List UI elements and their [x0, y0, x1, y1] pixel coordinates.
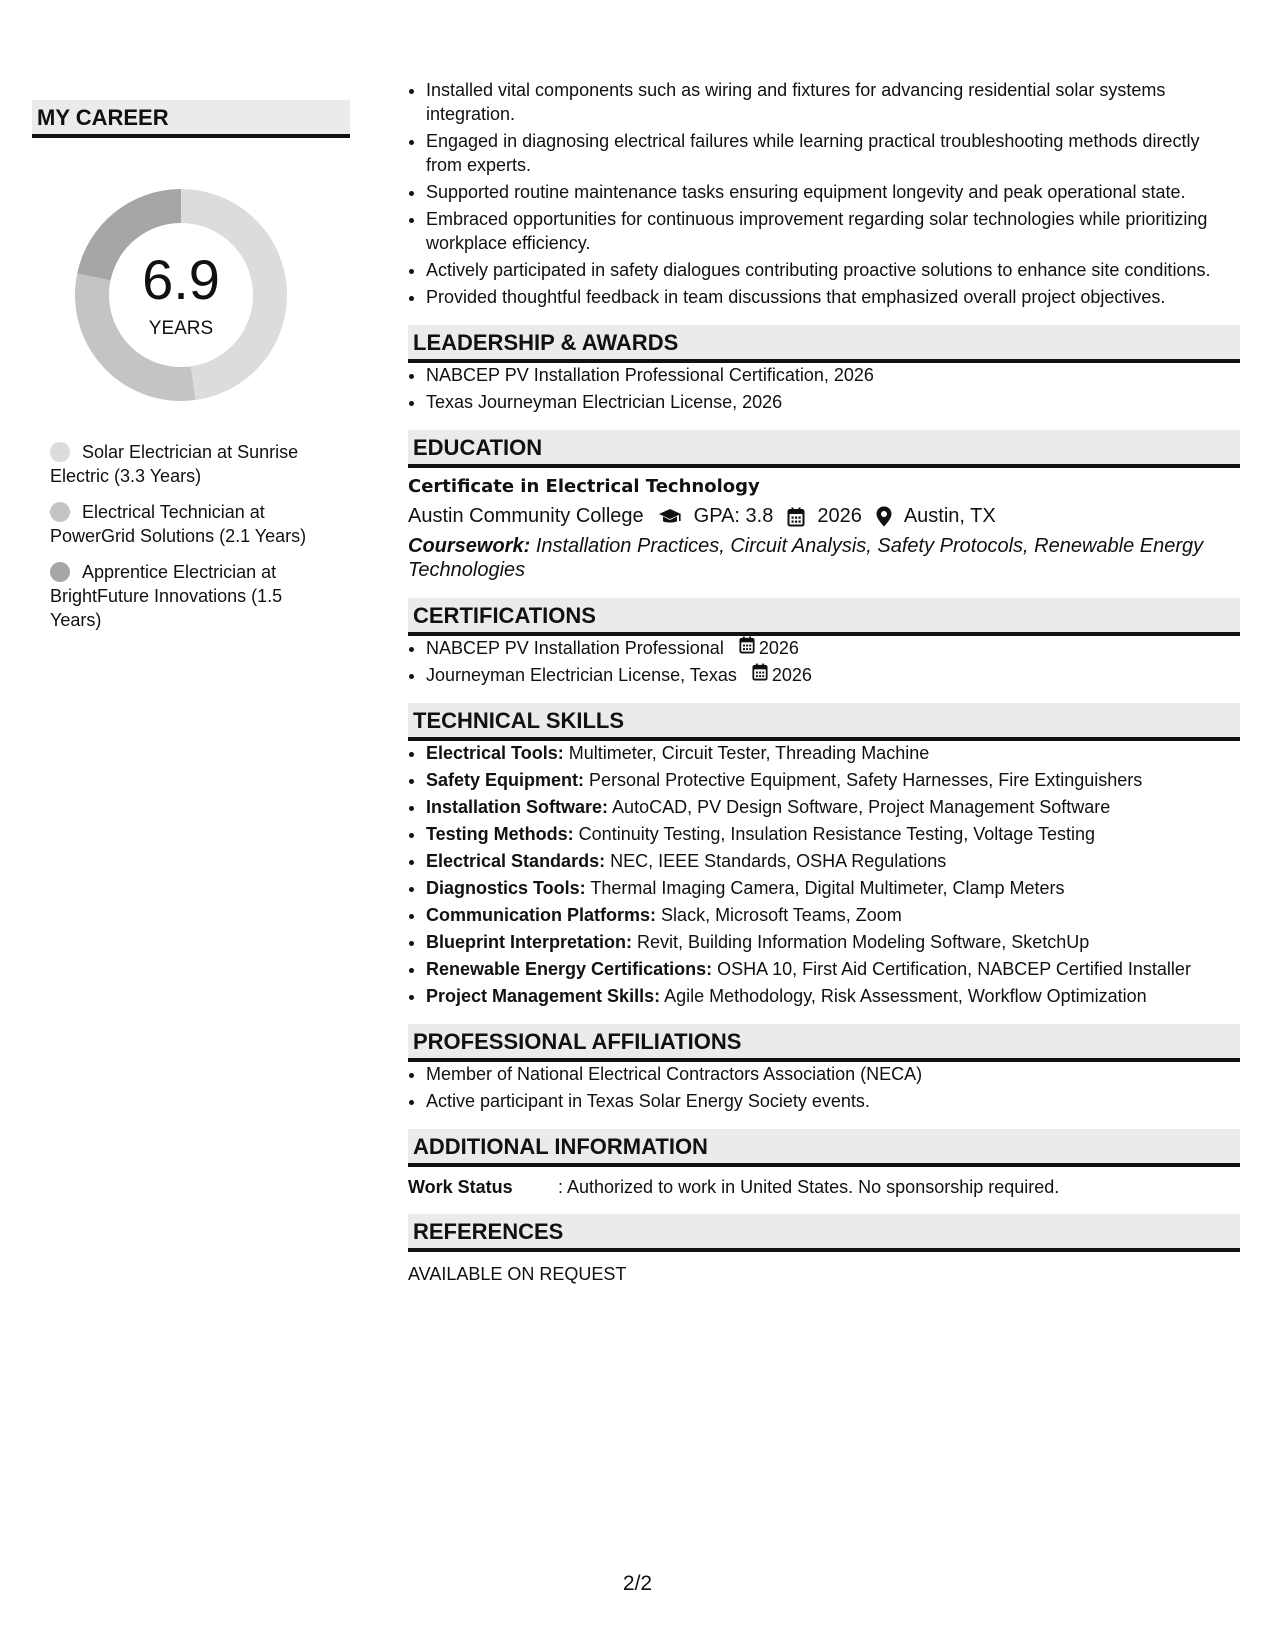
legend-label: Apprentice Electrician at BrightFuture Innovations (1.5 Years) — [50, 562, 283, 630]
skill-value: Agile Methodology, Risk Assessment, Workflow Optimization — [664, 986, 1147, 1006]
cert-name: Journeyman Electrician License, Texas — [426, 665, 737, 685]
calendar-icon — [739, 636, 759, 660]
skill-label: Blueprint Interpretation: — [426, 932, 632, 952]
legend-item — [50, 500, 330, 548]
experience-bullet-list — [408, 78, 1240, 309]
legend-label: Electrical Technician at PowerGrid Solutions (2.1 Years) — [50, 502, 307, 546]
career-sidebar — [32, 100, 350, 644]
work-status-row — [408, 1177, 1240, 1198]
skill-label: Project Management Skills: — [426, 986, 661, 1006]
list-item — [426, 957, 1240, 981]
references-text: AVAILABLE ON REQUEST — [408, 1264, 627, 1284]
skill-label: Communication Platforms: — [426, 905, 657, 925]
leadership-section — [408, 325, 1240, 414]
education-section — [408, 430, 1240, 582]
skill-value: AutoCAD, PV Design Software, Project Management Software — [612, 797, 1111, 817]
list-item: • Texas Journeyman Electrician License, 2026 — [426, 390, 1240, 414]
graduation-year: 2026 — [817, 505, 862, 527]
list-item: • Member of National Electrical Contractors Association (NECA) — [426, 1062, 1240, 1086]
list-item: • Installed vital components such as wiring and fixtures for advancing residential solar systems integration. — [426, 78, 1240, 126]
list-item — [426, 768, 1240, 792]
certifications-section — [408, 598, 1240, 687]
education-meta — [408, 505, 1240, 528]
legend-dot-icon — [50, 442, 70, 462]
skill-value: Revit, Building Information Modeling Software, SketchUp — [637, 932, 1090, 952]
list-item: • Provided thoughtful feedback in team discussions that emphasized overall project objectives. — [426, 285, 1240, 309]
graduation-cap-icon — [658, 508, 682, 526]
calendar-icon — [787, 507, 805, 527]
references-section — [408, 1214, 1240, 1285]
list-item — [426, 822, 1240, 846]
work-status-label: Work Status — [408, 1177, 513, 1197]
list-item — [426, 663, 1240, 687]
list-item: • NABCEP PV Installation Professional Certification, 2026 — [426, 363, 1240, 387]
list-item — [426, 741, 1240, 765]
list-item — [426, 849, 1240, 873]
skill-label: Electrical Standards: — [426, 851, 606, 871]
degree-title: Certificate in Electrical Technology — [408, 476, 760, 497]
skill-value: Slack, Microsoft Teams, Zoom — [661, 905, 902, 925]
list-item — [426, 903, 1240, 927]
page-number: 2/2 — [622, 1572, 653, 1595]
coursework-list: Installation Practices, Circuit Analysis, Safety Protocols, Renewable Energy Technologies — [408, 535, 1204, 581]
list-item: • Actively participated in safety dialogues contributing proactive solutions to enhance site conditions. — [426, 258, 1240, 282]
career-legend — [50, 440, 330, 632]
certifications-list — [408, 636, 1240, 687]
list-item — [426, 795, 1240, 819]
school-name: Austin Community College — [408, 505, 644, 527]
list-item — [426, 876, 1240, 900]
skill-value: Personal Protective Equipment, Safety Harnesses, Fire Extinguishers — [589, 770, 1143, 790]
main-content — [408, 78, 1240, 1285]
education-heading: EDUCATION — [408, 430, 1240, 468]
list-item — [426, 636, 1240, 660]
total-years-value: 6.9 — [142, 248, 220, 311]
skill-value: Continuity Testing, Insulation Resistance Testing, Voltage Testing — [578, 824, 1095, 844]
list-item: • Engaged in diagnosing electrical failures while learning practical troubleshooting methods directly from experts. — [426, 129, 1240, 177]
skill-label: Renewable Energy Certifications: — [426, 959, 713, 979]
coursework-label: Coursework: — [408, 535, 531, 557]
total-years-label: YEARS — [148, 318, 214, 339]
additional-info-heading: ADDITIONAL INFORMATION — [408, 1129, 1240, 1167]
references-heading: REFERENCES — [408, 1214, 1240, 1252]
legend-label: Solar Electrician at Sunrise Electric (3.3 Years) — [50, 442, 299, 486]
affiliations-section — [408, 1024, 1240, 1113]
leadership-heading: LEADERSHIP & AWARDS — [408, 325, 1240, 363]
legend-item — [50, 560, 330, 632]
cert-name: NABCEP PV Installation Professional — [426, 638, 724, 658]
skill-value: NEC, IEEE Standards, OSHA Regulations — [610, 851, 947, 871]
leadership-list — [408, 363, 1240, 414]
coursework — [408, 534, 1240, 582]
affiliations-list — [408, 1062, 1240, 1113]
work-status-value: : Authorized to work in United States. No sponsorship required. — [558, 1177, 1060, 1197]
skill-value: Thermal Imaging Camera, Digital Multimeter, Clamp Meters — [590, 878, 1065, 898]
school-location: Austin, TX — [903, 505, 996, 527]
skills-list — [408, 741, 1240, 1008]
affiliations-heading: PROFESSIONAL AFFILIATIONS — [408, 1024, 1240, 1062]
legend-dot-icon — [50, 562, 70, 582]
list-item: • Active participant in Texas Solar Energy Society events. — [426, 1089, 1240, 1113]
skill-label: Safety Equipment: — [426, 770, 585, 790]
cert-date: 2026 — [758, 638, 799, 658]
skills-section — [408, 703, 1240, 1008]
skill-value: Multimeter, Circuit Tester, Threading Machine — [568, 743, 930, 763]
list-item: • Embraced opportunities for continuous improvement regarding solar technologies while prioritizing workplace efficiency. — [426, 207, 1240, 255]
skills-heading: TECHNICAL SKILLS — [408, 703, 1240, 741]
gpa-value: GPA: 3.8 — [693, 505, 774, 527]
skill-label: Electrical Tools: — [426, 743, 564, 763]
skill-label: Testing Methods: — [426, 824, 574, 844]
list-item — [426, 984, 1240, 1008]
skill-label: Installation Software: — [426, 797, 609, 817]
calendar-icon — [752, 663, 772, 687]
my-career-heading: MY CAREER — [32, 100, 350, 138]
legend-dot-icon — [50, 502, 70, 522]
additional-info-section — [408, 1129, 1240, 1198]
list-item: • Supported routine maintenance tasks ensuring equipment longevity and peak operational state. — [426, 180, 1240, 204]
cert-date: 2026 — [771, 665, 812, 685]
career-donut-chart — [66, 180, 296, 410]
certifications-heading: CERTIFICATIONS — [408, 598, 1240, 636]
skill-label: Diagnostics Tools: — [426, 878, 586, 898]
location-pin-icon — [876, 506, 892, 527]
legend-item — [50, 440, 330, 488]
skill-value: OSHA 10, First Aid Certification, NABCEP Certified Installer — [717, 959, 1191, 979]
list-item — [426, 930, 1240, 954]
